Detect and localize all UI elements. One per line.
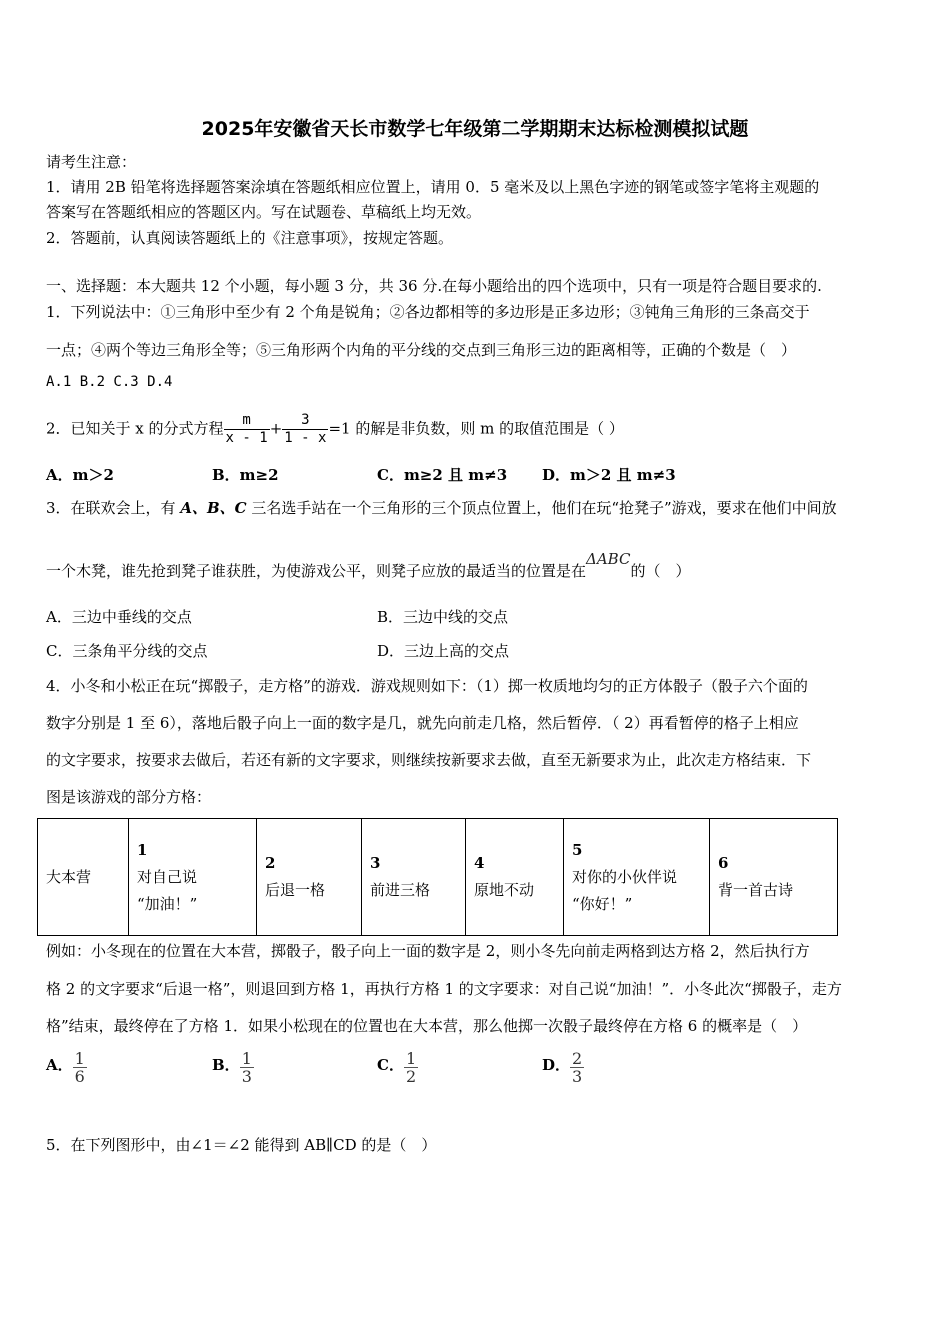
q2-stem bbox=[46, 412, 624, 447]
q2-option-d: D．m＞2 且 m≠3 bbox=[542, 466, 676, 484]
grid-cell-text: 背一首古诗 bbox=[718, 881, 794, 899]
grid-cell-num: 1 bbox=[137, 840, 148, 859]
q1-line1: 1．下列说法中：①三角形中至少有 2 个角是锐角；②各边都相等的多边形是正多边形；③钝角三角形的三条高交于 bbox=[46, 303, 810, 321]
q4-opt-c-den: 2 bbox=[405, 1067, 417, 1086]
q4-opt-b-frac bbox=[240, 1050, 254, 1085]
q4-example-2: 格 2 的文字要求“后退一格”，则退回到方格 1，再执行方格 1 的文字要求：对自己说“加油！”．小冬此次“掷骰子，走方 bbox=[46, 980, 842, 998]
q3-line2 bbox=[46, 550, 691, 581]
q5-stem: 5．在下列图形中，由∠1＝∠2 能得到 AB∥CD 的是（ ） bbox=[46, 1136, 437, 1154]
q4-option-c bbox=[377, 1050, 418, 1085]
grid-cell-num: 4 bbox=[474, 854, 485, 872]
notice-item-1a: 1．请用 2B 铅笔将选择题答案涂填在答题纸相应位置上，请用 0．5 毫米及以上黑色字迹的钢笔或签字笔将主观题的 bbox=[46, 178, 820, 196]
q4-option-b bbox=[212, 1050, 254, 1085]
grid-cell-text: 前进三格 bbox=[370, 881, 431, 899]
q3-option-b: B．三边中线的交点 bbox=[377, 608, 509, 626]
q4-opt-d-label: D． bbox=[542, 1055, 571, 1074]
section-heading: 一、选择题：本大题共 12 个小题，每小题 3 分，共 36 分.在每小题给出的四个选项中，只有一项是符合题目要求的. bbox=[46, 277, 822, 295]
table-row bbox=[38, 819, 838, 936]
grid-cell-2 bbox=[257, 819, 362, 936]
q2-suffix: =1 的解是非负数，则 m 的取值范围是（ ） bbox=[328, 419, 624, 438]
q4-opt-a-frac bbox=[73, 1050, 87, 1085]
q3-line2-pre: 一个木凳，谁先抢到凳子谁获胜，为使游戏公平，则凳子应放的最适当的位置是在 bbox=[46, 562, 587, 580]
q2-frac2-den: 1 - x bbox=[284, 430, 327, 446]
q3-line1-pre: 3．在联欢会上，有 bbox=[46, 499, 181, 517]
grid-cell-text: 大本营 bbox=[46, 867, 92, 886]
grid-cell-base bbox=[38, 819, 129, 936]
q2-option-a: A．m＞2 bbox=[46, 466, 114, 484]
q4-opt-d-num: 2 bbox=[572, 1049, 583, 1068]
q2-option-b: B．m≥2 bbox=[212, 466, 279, 484]
grid-cell-5 bbox=[564, 819, 710, 936]
grid-cell-num: 6 bbox=[718, 854, 729, 872]
q4-opt-d-den: 3 bbox=[572, 1067, 583, 1086]
q2-prefix: 2．已知关于 x 的分式方程 bbox=[46, 419, 224, 438]
q4-line2: 数字分别是 1 至 6），落地后骰子向上一面的数字是几，就先向前走几格，然后暂停．（ 2）再看暂停的格子上相应 bbox=[46, 714, 799, 732]
q4-opt-a-num: 1 bbox=[74, 1049, 85, 1068]
grid-cell-4 bbox=[466, 819, 564, 936]
grid-cell-text: “加油！” bbox=[137, 894, 198, 913]
notice-item-1b: 答案写在答题纸相应的答题区内。写在试题卷、草稿纸上均无效。 bbox=[46, 203, 482, 221]
q4-opt-b-den: 3 bbox=[241, 1067, 252, 1086]
q4-opt-c-frac bbox=[404, 1050, 418, 1085]
q1-line2: 一点；④两个等边三角形全等；⑤三角形两个内角的平分线的交点到三角形三边的距离相等，正确的个数是（ ） bbox=[46, 341, 797, 359]
q4-line3: 的文字要求，按要求去做后，若还有新的文字要求，则继续按新要求去做，直至无新要求为止，此次走方格结束．下 bbox=[46, 751, 812, 769]
q2-plus: + bbox=[269, 419, 283, 438]
q2-frac1-num: m bbox=[242, 412, 251, 428]
q4-line1: 4．小冬和小松正在玩“掷骰子，走方格”的游戏．游戏规则如下：（1）掷一枚质地均匀的正方体骰子（骰子六个面的 bbox=[46, 677, 808, 695]
grid-cell-text: 后退一格 bbox=[265, 881, 326, 899]
q3-abc: A、B、C bbox=[180, 499, 247, 517]
q2-frac1-den: x - 1 bbox=[225, 430, 268, 446]
grid-cell-num: 3 bbox=[370, 854, 381, 872]
q3-option-c: C．三条角平分线的交点 bbox=[46, 642, 208, 660]
q4-option-a bbox=[46, 1050, 87, 1085]
q3-option-a: A．三边中垂线的交点 bbox=[46, 608, 192, 626]
grid-cell-6 bbox=[710, 819, 838, 936]
q3-line2-post: 的（ ） bbox=[630, 562, 691, 580]
q4-opt-c-label: C． bbox=[377, 1055, 404, 1074]
grid-cell-text: “你好！” bbox=[572, 894, 633, 913]
q4-opt-a-den: 6 bbox=[74, 1067, 85, 1086]
q4-opt-d-frac bbox=[570, 1050, 584, 1085]
grid-cell-3 bbox=[362, 819, 466, 936]
q4-line4: 图是该游戏的部分方格： bbox=[46, 788, 212, 806]
q3-triangle: ΔABC bbox=[586, 550, 631, 568]
grid-cell-num: 2 bbox=[265, 854, 276, 872]
grid-cell-text: 对你的小伙伴说 bbox=[572, 867, 678, 886]
q1-options: A.1 B.2 C.3 D.4 bbox=[46, 374, 173, 390]
q3-option-d: D．三边上高的交点 bbox=[377, 642, 510, 660]
q4-example-3: 格”结束，最终停在了方格 1．如果小松现在的位置也在大本营，那么他掷一次骰子最终停在方格 6 的概率是（ ） bbox=[46, 1017, 808, 1035]
q4-opt-b-label: B． bbox=[212, 1055, 240, 1074]
page-title: 2025年安徽省天长市数学七年级第二学期期末达标检测模拟试题 bbox=[201, 118, 749, 140]
q2-frac2-num: 3 bbox=[301, 412, 310, 428]
q3-line1-post: 三名选手站在一个三角形的三个顶点位置上，他们在玩“抢凳子”游戏，要求在他们中间放 bbox=[246, 499, 837, 517]
q4-opt-c-num: 1 bbox=[405, 1049, 417, 1068]
grid-cell-1 bbox=[129, 819, 257, 936]
grid-cell-text: 原地不动 bbox=[474, 881, 535, 899]
q2-fraction-2 bbox=[282, 412, 328, 447]
q3-line1 bbox=[46, 498, 837, 518]
grid-cell-num: 5 bbox=[572, 840, 583, 859]
q4-opt-b-num: 1 bbox=[241, 1049, 252, 1068]
q4-option-d bbox=[542, 1050, 584, 1085]
game-grid-table bbox=[37, 818, 838, 936]
q2-option-c: C．m≥2 且 m≠3 bbox=[377, 466, 508, 484]
notice-heading: 请考生注意： bbox=[46, 153, 137, 171]
q4-example-1: 例如：小冬现在的位置在大本营，掷骰子，骰子向上一面的数字是 2，则小冬先向前走两格到达方格 2，然后执行方 bbox=[46, 942, 810, 960]
q2-fraction-1 bbox=[224, 412, 270, 447]
grid-cell-text: 对自己说 bbox=[137, 867, 198, 886]
notice-item-2: 2．答题前，认真阅读答题纸上的《注意事项》，按规定答题。 bbox=[46, 229, 454, 247]
q4-opt-a-label: A． bbox=[46, 1055, 73, 1074]
